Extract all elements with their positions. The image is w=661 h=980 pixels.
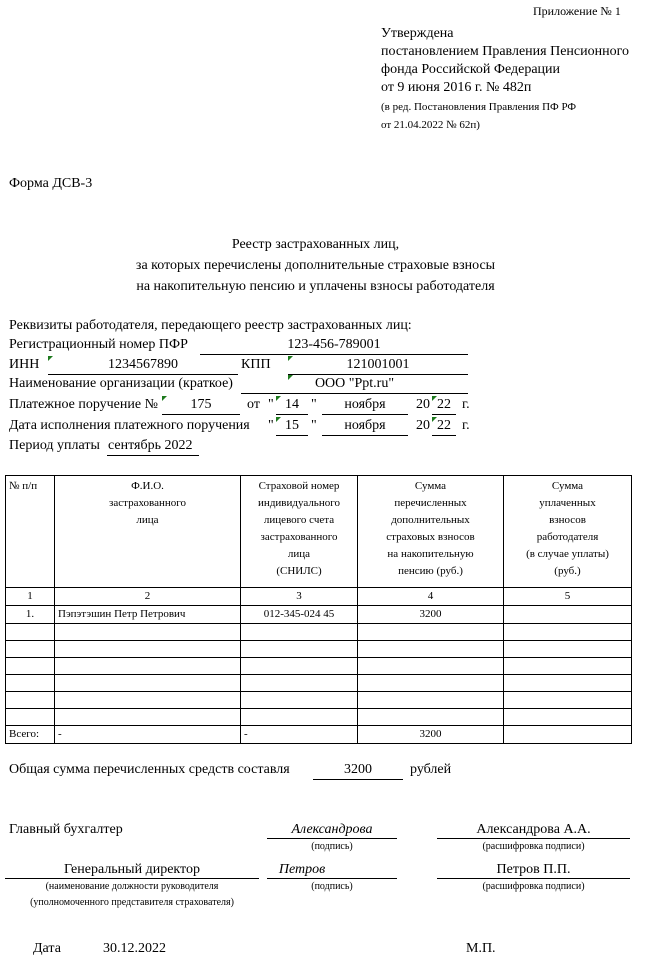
org-name-underline xyxy=(241,393,468,394)
table-row xyxy=(6,624,632,641)
payment-day-value[interactable]: 14 xyxy=(285,397,299,412)
execution-date-label: Дата исполнения платежного поручения xyxy=(9,418,250,433)
total-label-cell: Всего: xyxy=(6,726,55,744)
snils-cell[interactable] xyxy=(241,658,358,675)
table-header-row xyxy=(6,476,632,588)
row-number-cell[interactable] xyxy=(6,658,55,675)
quote-close: " xyxy=(311,418,317,433)
snils-cell[interactable] xyxy=(241,675,358,692)
signature-caption: (подпись) xyxy=(311,841,353,852)
payment-month-underline xyxy=(322,414,408,415)
total-employer-cell[interactable] xyxy=(504,726,632,744)
approval-line: постановлением Правления Пенсионного xyxy=(381,44,630,59)
payment-year-underline xyxy=(432,414,456,415)
document-title: Реестр застрахованных лиц, xyxy=(231,237,400,252)
snils-cell[interactable] xyxy=(241,709,358,726)
employer-sum-cell[interactable] xyxy=(504,692,632,709)
full-name-cell[interactable] xyxy=(55,675,241,692)
column-number: 4 xyxy=(358,588,504,606)
exec-year-underline xyxy=(432,435,456,436)
employer-sum-cell[interactable] xyxy=(504,624,632,641)
header-employer-sum: Сумма уплаченных взносов работодателя (в случае уплаты) (руб.) xyxy=(504,476,632,588)
table-row xyxy=(6,641,632,658)
org-name-value[interactable]: ООО "Ppt.ru" xyxy=(314,376,395,391)
employer-sum-cell[interactable] xyxy=(504,641,632,658)
snils-cell[interactable]: 012-345-024 45 xyxy=(241,606,358,624)
row-number-cell[interactable] xyxy=(6,675,55,692)
director-signature-underline xyxy=(267,878,397,879)
table-total-row xyxy=(6,726,632,744)
period-underline xyxy=(107,455,199,456)
contributions-cell[interactable] xyxy=(358,658,504,675)
column-number: 1 xyxy=(6,588,55,606)
decoding-caption: (расшифровка подписи) xyxy=(482,881,585,892)
payment-number-underline xyxy=(162,414,240,415)
row-number-cell[interactable] xyxy=(6,692,55,709)
column-number-row xyxy=(6,588,632,606)
year-suffix: г. xyxy=(462,397,470,412)
approval-edition: от 21.04.2022 № 62п) xyxy=(381,119,480,131)
year-prefix: 20 xyxy=(416,397,430,412)
inn-value[interactable]: 1234567890 xyxy=(108,357,178,372)
chief-accountant-label: Главный бухгалтер xyxy=(9,822,123,837)
employer-heading: Реквизиты работодателя, передающего реестр застрахованных лиц: xyxy=(9,318,412,333)
total-name-cell[interactable]: - xyxy=(55,726,241,744)
full-name-cell[interactable] xyxy=(55,692,241,709)
full-name-cell[interactable] xyxy=(55,709,241,726)
stamp-place: М.П. xyxy=(466,941,496,956)
inn-underline xyxy=(48,374,238,375)
exec-day-underline xyxy=(276,435,308,436)
row-number-cell[interactable] xyxy=(6,641,55,658)
director-underline xyxy=(5,878,259,879)
director-label: Генеральный директор xyxy=(64,862,200,877)
header-snils: Страховой номер индивидуального лицевого счета застрахованного лица (СНИЛС) xyxy=(241,476,358,588)
contributions-cell[interactable] xyxy=(358,641,504,658)
snils-cell[interactable] xyxy=(241,692,358,709)
decoding-caption: (расшифровка подписи) xyxy=(482,841,585,852)
column-number: 3 xyxy=(241,588,358,606)
header-full-name: Ф.И.О. застрахованного лица xyxy=(55,476,241,588)
exec-year-value[interactable]: 22 xyxy=(437,418,451,433)
full-name-cell[interactable]: Пэпэтэшин Петр Петрович xyxy=(55,606,241,624)
director-name-underline xyxy=(437,878,630,879)
reg-number-underline xyxy=(200,354,468,355)
chief-signature[interactable]: Александрова xyxy=(291,822,373,837)
row-number-cell[interactable] xyxy=(6,624,55,641)
chief-name-underline xyxy=(437,838,630,839)
table-row xyxy=(6,692,632,709)
total-sum-label: Общая сумма перечисленных средств составля xyxy=(9,762,290,777)
snils-cell[interactable] xyxy=(241,641,358,658)
quote-open: " xyxy=(268,418,274,433)
date-label: Дата xyxy=(33,941,61,956)
quote-close: " xyxy=(311,397,317,412)
row-number-cell[interactable] xyxy=(6,709,55,726)
header-contributions-sum: Сумма перечисленных дополнительных страховых взносов на накопительную пенсию (руб.) xyxy=(358,476,504,588)
quote-open: " xyxy=(268,397,274,412)
year-prefix: 20 xyxy=(416,418,430,433)
appendix-label: Приложение № 1 xyxy=(533,4,621,18)
total-sum-unit: рублей xyxy=(410,762,452,777)
approval-line: от 9 июня 2016 г. № 482п xyxy=(381,80,532,95)
inn-label: ИНН xyxy=(9,357,40,372)
table-row xyxy=(6,675,632,692)
exec-month-value[interactable]: ноября xyxy=(344,418,386,433)
exec-month-underline xyxy=(322,435,408,436)
payment-day-underline xyxy=(276,414,308,415)
reg-number-value[interactable]: 123-456-789001 xyxy=(287,337,381,352)
period-label: Период уплаты xyxy=(9,438,100,453)
approval-edition: (в ред. Постановления Правления ПФ РФ xyxy=(381,101,577,113)
document-title: за которых перечислены дополнительные страховые взносы xyxy=(135,258,496,273)
approval-line: фонда Российской Федерации xyxy=(381,62,561,77)
employer-sum-cell[interactable] xyxy=(504,606,632,624)
kpp-value[interactable]: 121001001 xyxy=(346,357,410,372)
contributions-cell[interactable] xyxy=(358,709,504,726)
document-title: на накопительную пенсию и уплачены взносы работодателя xyxy=(136,279,495,294)
exec-day-value[interactable]: 15 xyxy=(285,418,299,433)
full-name-cell[interactable] xyxy=(55,641,241,658)
column-number: 5 xyxy=(504,588,632,606)
total-snils-cell[interactable]: - xyxy=(241,726,358,744)
total-contributions-cell[interactable]: 3200 xyxy=(358,726,504,744)
date-value[interactable]: 30.12.2022 xyxy=(103,941,166,956)
from-label: от xyxy=(247,397,260,412)
total-sum-value[interactable]: 3200 xyxy=(344,762,372,777)
full-name-cell[interactable] xyxy=(55,658,241,675)
full-name-cell[interactable] xyxy=(55,624,241,641)
payment-year-value[interactable]: 22 xyxy=(437,397,451,412)
reg-number-label: Регистрационный номер ПФР xyxy=(9,337,188,352)
form-name: Форма ДСВ-3 xyxy=(9,176,93,191)
director-signature[interactable]: Петров xyxy=(278,862,326,877)
year-suffix: г. xyxy=(462,418,470,433)
signature-caption: (подпись) xyxy=(311,881,353,892)
position-caption: (наименование должности руководителя xyxy=(45,881,219,892)
employer-sum-cell[interactable] xyxy=(504,675,632,692)
header-row-number: № п/п xyxy=(6,476,55,588)
contributions-cell[interactable] xyxy=(358,675,504,692)
employer-sum-cell[interactable] xyxy=(504,658,632,675)
position-caption: (уполномоченного представителя страхователя) xyxy=(30,897,234,908)
total-sum-underline xyxy=(313,779,403,780)
chief-name[interactable]: Александрова А.А. xyxy=(476,822,591,837)
payment-order-label: Платежное поручение № xyxy=(9,397,158,412)
snils-cell[interactable] xyxy=(241,624,358,641)
payment-month-value[interactable]: ноября xyxy=(344,397,386,412)
table-row xyxy=(6,658,632,675)
insured-persons-table xyxy=(5,475,632,744)
table-row xyxy=(6,709,632,726)
kpp-underline xyxy=(288,374,468,375)
kpp-label: КПП xyxy=(241,357,271,372)
approval-line: Утверждена xyxy=(381,26,454,41)
period-value[interactable]: сентябрь 2022 xyxy=(108,438,193,453)
payment-number-value[interactable]: 175 xyxy=(190,397,212,412)
contributions-cell[interactable] xyxy=(358,692,504,709)
contributions-cell[interactable] xyxy=(358,624,504,641)
contributions-cell[interactable]: 3200 xyxy=(358,606,504,624)
director-name[interactable]: Петров П.П. xyxy=(496,862,571,877)
chief-signature-underline xyxy=(267,838,397,839)
table-row xyxy=(6,606,632,624)
row-number-cell[interactable]: 1. xyxy=(6,606,55,624)
column-number: 2 xyxy=(55,588,241,606)
org-name-label: Наименование организации (краткое) xyxy=(9,376,233,391)
employer-sum-cell[interactable] xyxy=(504,709,632,726)
